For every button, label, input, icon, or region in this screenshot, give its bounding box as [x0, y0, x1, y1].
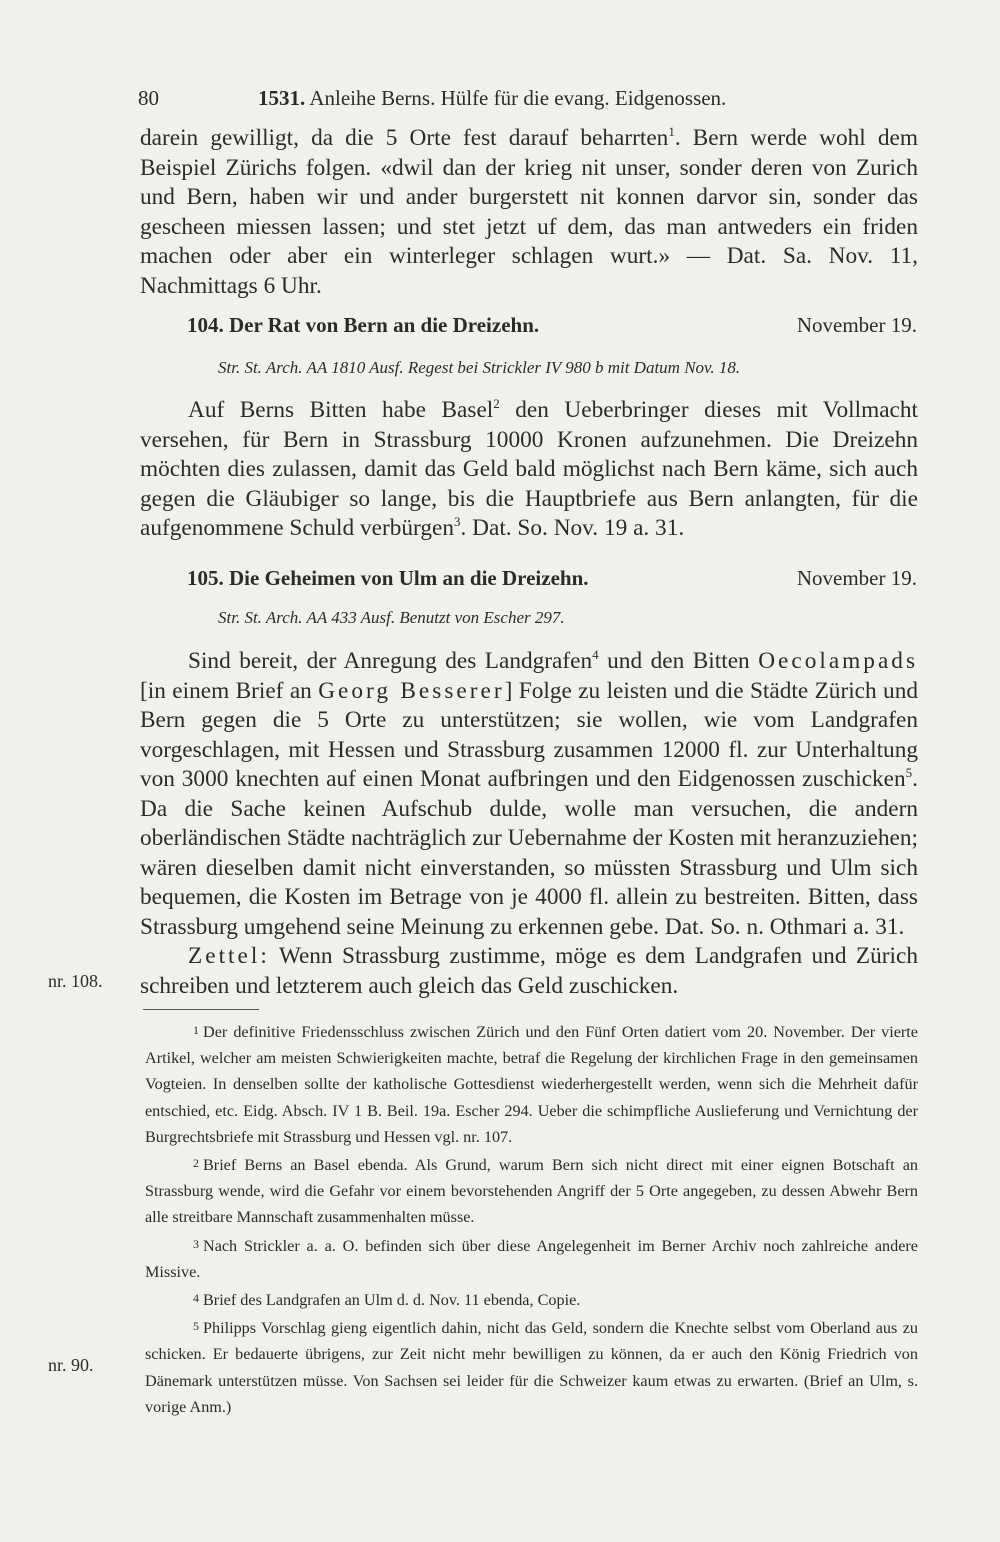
entry-104-heading	[187, 313, 917, 343]
page-number: 80	[138, 86, 159, 110]
entry-105-name-besserer: Georg Besserer	[318, 677, 505, 704]
entry-104-text-1: Auf Berns Bitten habe Basel	[188, 397, 494, 423]
entry-105-text-3: [in einem Brief an	[140, 677, 319, 704]
running-head-title: Anleihe Berns. Hülfe für die evang. Eidgenossen.	[309, 86, 727, 110]
entry-104-text-3: . Dat. So. Nov. 19 a. 31.	[460, 515, 685, 541]
footnote-1	[145, 1017, 918, 1150]
footnote-ref-5: 5	[905, 765, 913, 781]
entry-105-text-5: . Da die Sache keinen Aufschub dulde, wolle man versuchen, die andern oberländischen Städte nachträglich zur Uebernahme der Kosten mit heranzuziehen; wären dieselben damit nicht einverstanden, so müssten Strassburg und Ulm sich bequemen, die Kosten im Betrage von je 4000 fl. allein zu bestreiten. Bitten, dass Strassburg umgehend seine Meinung zu erkennen gebe. Dat. So. n. Othmari a. 31.	[140, 766, 918, 940]
footnote-ref-3: 3	[454, 514, 461, 530]
footnote-2-text: Brief Berns an Basel ebenda. Als Grund, warum Bern sich nicht direct mit einer eignen Botschaft an Strassburg wende, wird die Gefahr vor einem bevorstehenden Angriff der 5 Orte angegeben, zu dessen Abwehr Bern alle streitbare Mannschaft zusammenhalten müsse.	[145, 1156, 918, 1227]
footnote-2	[145, 1150, 918, 1231]
intro-paragraph	[140, 124, 918, 301]
entry-104-title: 104. Der Rat von Bern an die Dreizehn.	[187, 313, 540, 337]
entry-104-date: November 19.	[796, 313, 917, 337]
footnote-ref-2: 2	[493, 396, 500, 412]
entry-105-text-2: und den Bitten	[598, 648, 759, 674]
entry-105-text-1: Sind bereit, der Anregung des Landgrafen	[188, 648, 593, 674]
entry-105-date: November 19.	[796, 566, 917, 590]
entry-104-source: Str. St. Arch. AA 1810 Ausf. Regest bei Strickler IV 980 b mit Datum Nov. 18.	[218, 358, 741, 377]
footnote-5-number: 5	[193, 1319, 199, 1334]
footnote-1-text: Der definitive Friedensschluss zwischen Zürich und den Fünf Orten datiert vom 20. November. Der vierte Artikel, welcher am meisten Schwierigkeiten machte, betraf die Regelung der kirchlichen Frage in den gemeinsamen Vogteien. In denselben sollte der katholische Gottesdienst wiederhergestellt werden, wenn sich die Mehrheit dafür entschied, etc. Eidg. Absch. IV 1 B. Beil. 19a. Escher 294. Ueber die schimpfliche Auslieferung und Vernichtung der Burgrechtsbriefe mit Strassburg und Hessen vgl. nr. 107.	[145, 1023, 918, 1146]
footnote-divider	[143, 1009, 259, 1010]
footnote-4-text: Brief des Landgrafen an Ulm d. d. Nov. 11 ebenda, Copie.	[203, 1291, 581, 1310]
running-head	[258, 86, 726, 111]
entry-105-heading	[187, 566, 917, 596]
footnote-3-text: Nach Strickler a. a. O. befinden sich über diese Angelegenheit im Berner Archiv noch zahlreiche andere Missive.	[145, 1236, 918, 1281]
footnote-3-number: 3	[193, 1236, 199, 1251]
footnote-5	[145, 1313, 918, 1420]
running-head-year: 1531.	[258, 86, 306, 110]
footnote-4	[145, 1285, 918, 1313]
zettel-text: Wenn Strassburg zustimme, möge es dem Landgrafen und Zürich schreiben und letzterem auch gleich das Geld zuschicken.	[140, 943, 918, 999]
footnote-ref-4: 4	[592, 647, 599, 663]
entry-105-name-oecolampad: Oecolampads	[758, 648, 919, 674]
intro-text-1: darein gewilligt, da die 5 Orte fest darauf beharrten	[140, 125, 669, 151]
footnote-2-number: 2	[193, 1156, 199, 1171]
intro-text-2: . Bern werde wohl dem Beispiel Zürichs folgen. «dwil dan der krieg nit unser, sonder deren von Zurich und Bern, haben wir und ander burgerstett nit konnen darvor sin, sonder das gescheen miessen lassen; und stet jetzt uf dem, das man antweders ein friden machen oder aber ein winterleger schlagen wurt.» — Dat. Sa. Nov. 11, Nachmittags 6 Uhr.	[140, 125, 918, 299]
footnotes	[145, 1017, 918, 1420]
zettel-label: Zettel:	[188, 943, 270, 969]
entry-105-title: 105. Die Geheimen von Ulm an die Dreizehn.	[187, 566, 589, 590]
entry-105-body	[140, 647, 918, 1001]
entry-104-text-2: den Ueberbringer dieses mit Vollmacht versehen, für Bern in Strassburg 10000 Kronen aufzunehmen. Die Dreizehn möchten dies zulassen, damit das Geld bald möglichst nach Bern käme, sich auch gegen die Gläubiger so lange, bis die Hauptbriefe aus Bern anlangten, für die aufgenommene Schuld verbürgen	[140, 397, 918, 541]
footnote-1-number: 1	[193, 1023, 199, 1037]
page-header	[138, 86, 918, 116]
margin-note-nr-108: nr. 108.	[48, 971, 103, 991]
margin-note-nr-90: nr. 90.	[48, 1355, 94, 1375]
footnote-ref-1: 1	[668, 124, 675, 140]
footnote-4-number: 4	[193, 1291, 199, 1306]
footnote-5-text: Philipps Vorschlag gieng eigentlich dahin, nicht das Geld, sondern die Knechte selbst vom Oberland aus zu schicken. Er bedauerte übrigens, zur Zeit nicht mehr bewilligen zu können, da er auch den König Friedrich von Dänemark unterstützen müsse. Von Sachsen sei leider für die Schweizer kaum etwas zu erwarten. (Brief an Ulm, s. vorige Anm.)	[145, 1319, 918, 1416]
entry-105-source: Str. St. Arch. AA 433 Ausf. Benutzt von Escher 297.	[218, 608, 565, 627]
entry-104-body	[140, 396, 918, 544]
footnote-3	[145, 1231, 918, 1285]
entry-105-text-4: ] Folge zu leisten und die Städte Zürich und Bern gegen die 5 Orte zu unterstützen; sie wollen, wie vom Landgrafen vorgeschlagen, mit Hessen und Strassburg zusammen 12000 fl. zur Unterhaltung von 3000 knechten auf einen Monat aufbringen und den Eidgenossen zuschicken	[140, 677, 918, 792]
